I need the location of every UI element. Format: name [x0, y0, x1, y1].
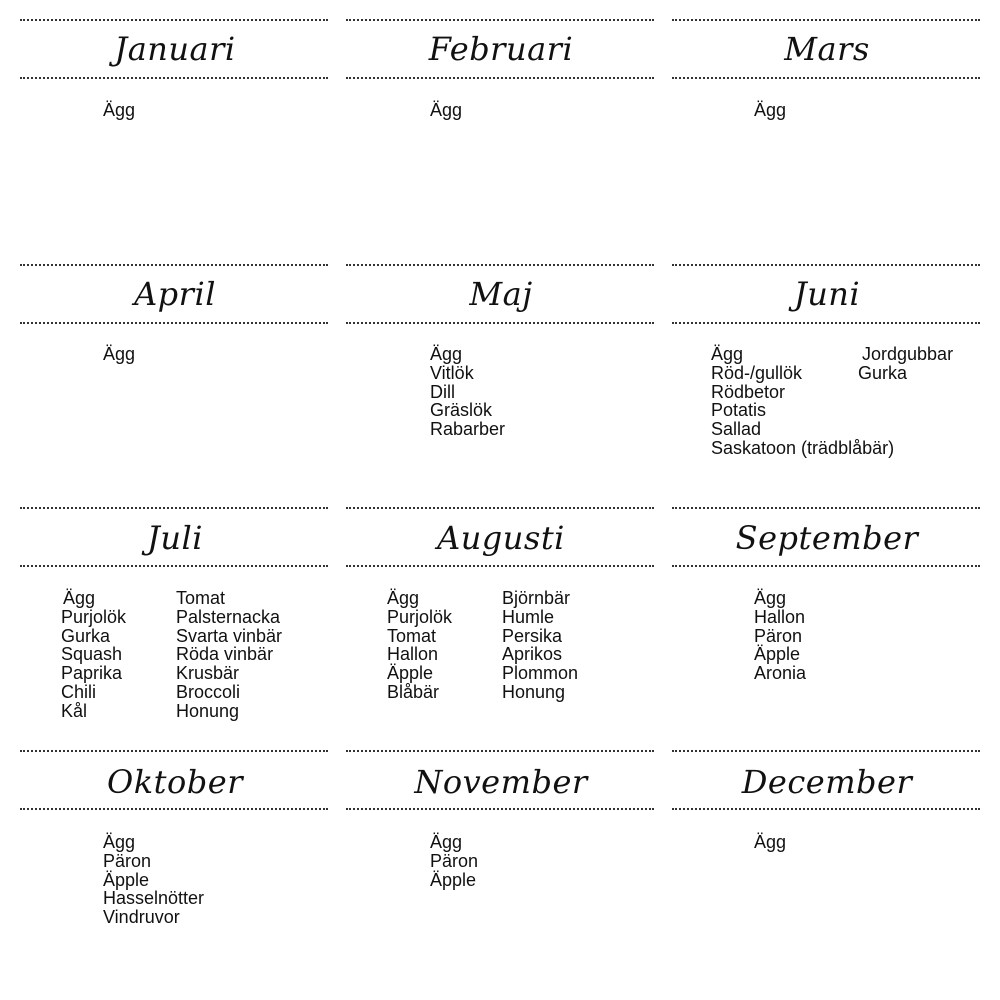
produce-list-februari [430, 101, 462, 120]
divider [672, 750, 980, 752]
list-item: Jordgubbar [862, 344, 954, 364]
list-item: Broccoli [176, 681, 241, 702]
list-item: Ägg [103, 344, 136, 364]
produce-list-januari [103, 101, 135, 120]
divider [20, 322, 328, 324]
list-item: Humle [502, 606, 555, 627]
month-title-juli: Juli [147, 519, 203, 557]
list-item: Sallad [711, 419, 762, 440]
divider [20, 19, 328, 21]
divider [20, 77, 328, 79]
list-item: Ägg [754, 100, 787, 120]
divider [346, 808, 654, 810]
list-item: Purjolök [61, 606, 127, 627]
month-title-september: September [735, 519, 919, 557]
list-item: Päron [430, 850, 479, 871]
produce-list-maj [430, 345, 505, 439]
list-item: Persika [502, 625, 563, 646]
month-title-juni: Juni [793, 275, 861, 313]
list-item: Björnbär [502, 588, 571, 608]
list-item: Hallon [387, 644, 439, 665]
divider [346, 507, 654, 509]
divider [20, 507, 328, 509]
divider [672, 264, 980, 266]
produce-list-april [103, 345, 135, 364]
produce-list-augusti [387, 589, 452, 702]
list-item: Ägg [103, 832, 136, 852]
month-title-december: December [741, 763, 913, 801]
list-item: Potatis [711, 400, 767, 421]
list-item: Krusbär [176, 663, 240, 684]
produce-list-juli-col2 [176, 589, 282, 721]
divider [20, 750, 328, 752]
list-item: Vitlök [430, 362, 474, 383]
month-title-februari: Februari [428, 30, 574, 68]
divider [20, 565, 328, 567]
month-title-maj: Maj [469, 275, 533, 313]
divider [346, 322, 654, 324]
list-item: Röda vinbär [176, 644, 274, 665]
list-item: Honung [176, 700, 240, 721]
produce-list-november [430, 833, 478, 889]
divider [672, 565, 980, 567]
list-item: Plommon [502, 663, 579, 684]
list-item: Ägg [430, 832, 463, 852]
list-item: Palsternacka [176, 606, 281, 627]
list-item: Röd-/gullök [711, 362, 803, 383]
list-item: Dill [430, 381, 455, 402]
divider [20, 808, 328, 810]
list-item: Ägg [754, 832, 787, 852]
list-item: Svarta vinbär [176, 625, 283, 646]
list-item: Gurka [61, 625, 111, 646]
list-item: Gräslök [430, 400, 493, 421]
divider [346, 77, 654, 79]
list-item: Äpple [754, 644, 801, 665]
list-item: Päron [754, 625, 803, 646]
list-item: Paprika [61, 663, 123, 684]
list-item: Ägg [103, 100, 136, 120]
list-item: Aronia [754, 663, 807, 684]
list-item: Ägg [754, 588, 787, 608]
list-item: Vindruvor [103, 907, 180, 928]
list-item: Hasselnötter [103, 888, 205, 909]
divider [672, 77, 980, 79]
list-item: Päron [103, 850, 152, 871]
month-title-augusti: Augusti [437, 519, 565, 557]
divider [346, 565, 654, 567]
list-item: Rabarber [430, 419, 506, 440]
list-item: Kål [61, 700, 88, 721]
divider [346, 750, 654, 752]
produce-list-juni-col2 [858, 345, 953, 383]
month-title-november: November [414, 763, 588, 801]
list-item: Rödbetor [711, 381, 786, 402]
list-item: Gurka [858, 362, 908, 383]
list-item: Ägg [430, 344, 463, 364]
list-item: Blåbär [387, 681, 440, 702]
list-item: Squash [61, 644, 123, 665]
produce-list-september [754, 589, 806, 683]
list-item: Aprikos [502, 644, 563, 665]
list-item: Äpple [430, 869, 477, 890]
divider [672, 322, 980, 324]
divider [672, 808, 980, 810]
list-item: Ägg [387, 588, 420, 608]
list-item: Chili [61, 681, 97, 702]
month-title-januari: Januari [114, 30, 236, 68]
produce-list-mars [754, 101, 786, 120]
produce-list-oktober [103, 833, 204, 927]
month-title-april: April [134, 275, 216, 313]
produce-list-augusti-col2 [502, 589, 578, 702]
list-item: Tomat [176, 588, 226, 608]
list-item: Saskatoon (trädblåbär) [711, 437, 895, 458]
divider [20, 264, 328, 266]
list-item: Ägg [63, 588, 96, 608]
divider [672, 19, 980, 21]
divider [672, 507, 980, 509]
list-item: Purjolök [387, 606, 453, 627]
list-item: Äpple [103, 869, 150, 890]
list-item: Honung [502, 681, 566, 702]
list-item: Tomat [387, 625, 437, 646]
divider [346, 264, 654, 266]
produce-list-juli [61, 589, 126, 721]
list-item: Äpple [387, 663, 434, 684]
list-item: Ägg [430, 100, 463, 120]
produce-list-december [754, 833, 786, 852]
divider [346, 19, 654, 21]
month-title-mars: Mars [784, 30, 870, 68]
month-title-oktober: Oktober [107, 763, 243, 801]
list-item: Ägg [711, 344, 744, 364]
list-item: Hallon [754, 606, 806, 627]
